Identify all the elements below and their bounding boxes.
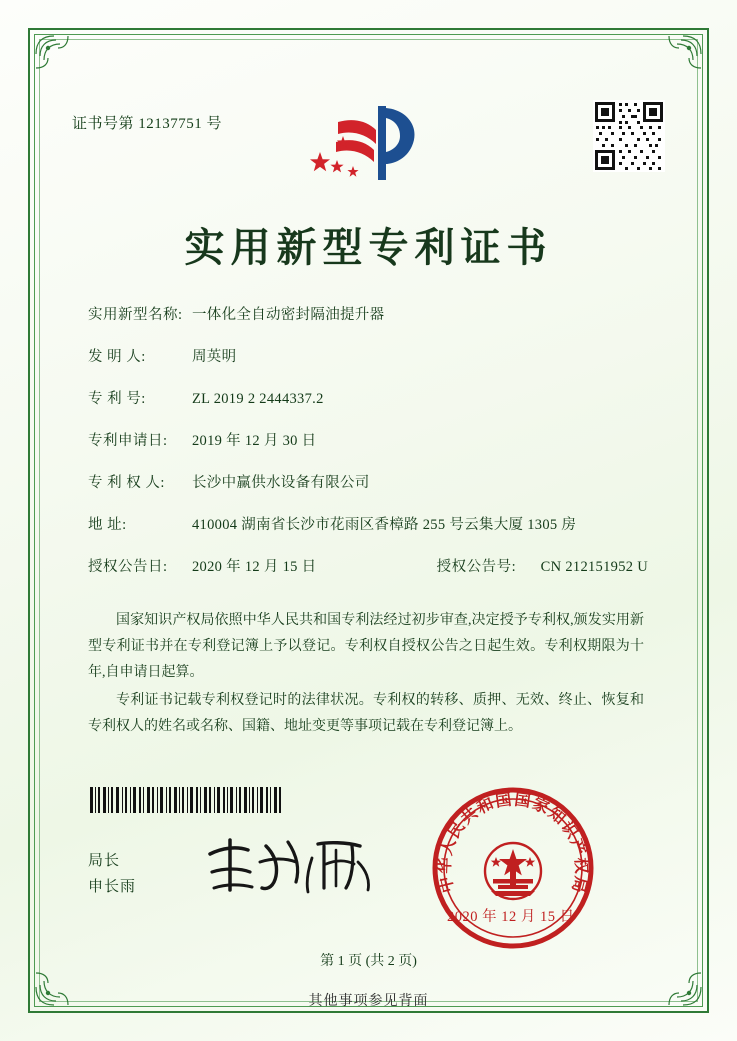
footnote: 其他事项参见背面 <box>308 994 429 1009</box>
field-label: 专 利 权 人: <box>88 475 165 491</box>
svg-text:华: 华 <box>436 857 455 874</box>
svg-text:国: 国 <box>494 791 513 811</box>
grant-number-group <box>437 557 648 577</box>
official-seal <box>430 785 596 951</box>
grant-number-label: 授权公告号: <box>436 559 517 575</box>
svg-text:权: 权 <box>571 857 590 874</box>
legal-paragraph: 国家知识产权局依照中华人民共和国专利法经过初步审查,决定授予专利权,颁发实用新型专利证书并在专利登记簿上予以登记。专利权自授权公告之日起生效。专利权期限为十年,自申请日起算。 <box>88 613 644 680</box>
corner-ornament-icon <box>649 34 703 88</box>
director-name: 申长雨 <box>88 879 137 895</box>
svg-text:共: 共 <box>458 804 482 828</box>
barcode-icon <box>90 787 282 813</box>
field-row <box>88 305 648 325</box>
legal-paragraph: 专利证书记载专利权登记时的法律状况。专利权的转移、质押、无效、终止、恢复和专利权人的姓名或名称、国籍、地址变更等事项记载在专利登记簿上。 <box>88 693 644 734</box>
svg-text:知: 知 <box>544 804 568 828</box>
field-label: 实用新型名称: <box>88 307 183 323</box>
signature-block <box>88 848 136 900</box>
field-value: ZL 2019 2 2444337.2 <box>192 391 324 407</box>
seal-date: 2020 年 12 月 15 日 <box>447 909 575 925</box>
page-title: 实用新型专利证书 <box>184 225 553 270</box>
field-row <box>88 515 648 535</box>
field-list <box>88 305 648 577</box>
svg-text:民: 民 <box>445 818 469 842</box>
field-value: 410004 湖南省长沙市花雨区香樟路 255 号云集大厦 1305 房 <box>192 517 577 533</box>
svg-text:产: 产 <box>566 836 588 858</box>
grant-date-value: 2020 年 12 月 15 日 <box>192 559 317 575</box>
field-value: 2019 年 12 月 30 日 <box>192 433 317 449</box>
corner-ornament-icon <box>34 34 88 88</box>
svg-text:识: 识 <box>557 818 581 842</box>
svg-text:人: 人 <box>438 836 460 858</box>
svg-text:国: 国 <box>513 791 532 811</box>
field-row <box>88 473 648 493</box>
director-role-label: 局长 <box>88 853 121 869</box>
field-label: 专 利 号: <box>88 391 146 407</box>
certificate-number: 证书号第 12137751 号 <box>72 116 223 132</box>
cnipa-logo-icon <box>308 100 420 186</box>
handwritten-signature-icon <box>200 832 400 902</box>
field-label: 发 明 人: <box>88 349 146 365</box>
svg-text:和: 和 <box>474 795 497 818</box>
field-row <box>88 389 648 409</box>
svg-text:家: 家 <box>529 795 552 818</box>
field-value: 周英明 <box>192 349 237 365</box>
field-value: 一体化全自动密封隔油提升器 <box>192 307 385 323</box>
field-row <box>88 347 648 367</box>
grant-date-label: 授权公告日: <box>88 559 168 575</box>
page-indicator: 第 1 页 (共 2 页) <box>320 954 417 969</box>
field-label: 专利申请日: <box>88 433 168 449</box>
grant-number-value: CN 212151952 U <box>540 559 648 575</box>
svg-text:局: 局 <box>568 874 589 895</box>
legal-text <box>88 608 644 742</box>
svg-text:中: 中 <box>437 874 458 895</box>
field-row <box>88 431 648 451</box>
field-value: 长沙中赢供水设备有限公司 <box>192 475 370 491</box>
field-row-dual <box>88 557 648 577</box>
qr-code-icon <box>593 100 665 172</box>
field-label: 地 址: <box>88 517 127 533</box>
